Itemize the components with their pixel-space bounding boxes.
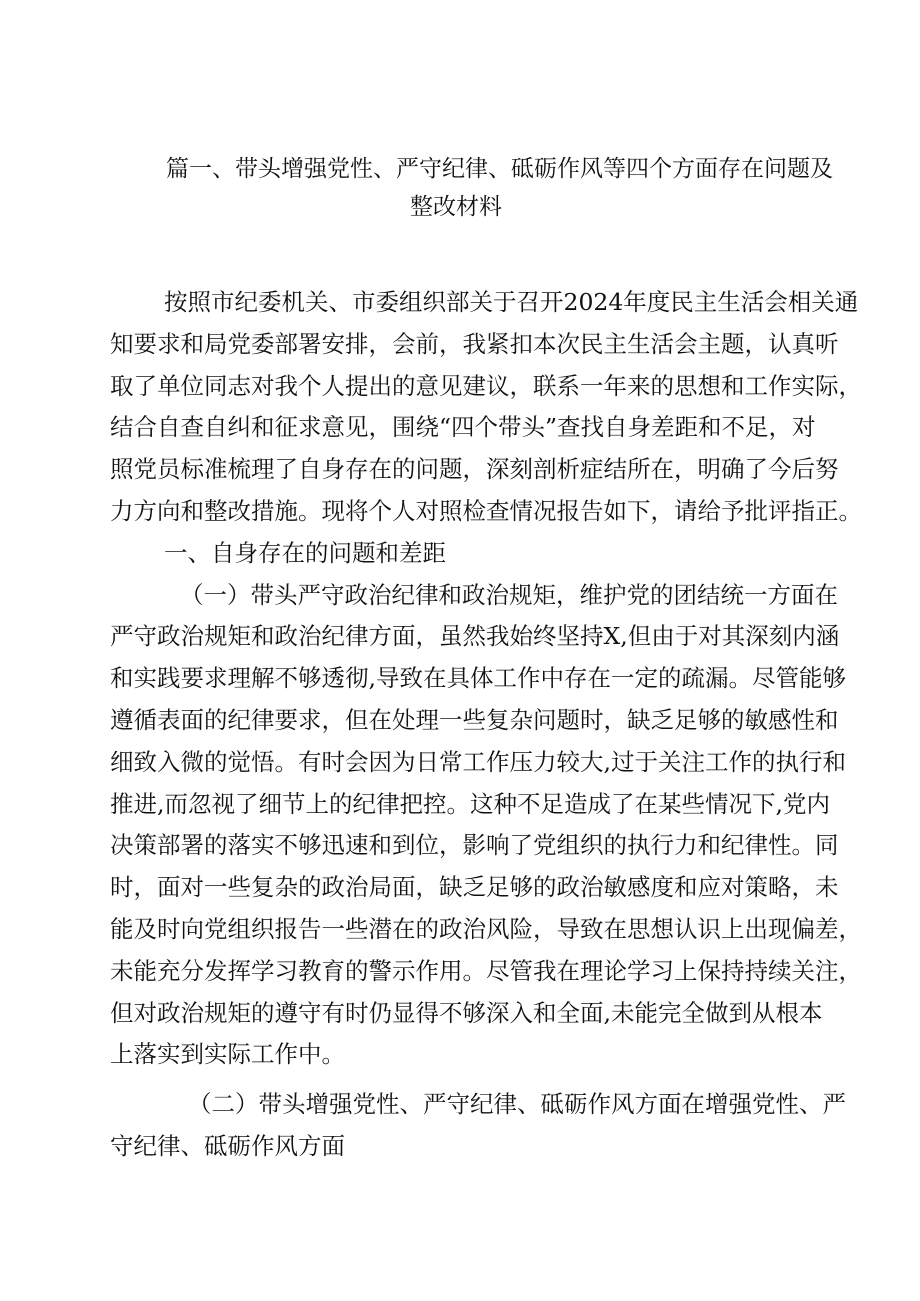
intro-paragraph [110,282,862,533]
paragraph-line: 力方向和整改措施。现将个人对照检查情况报告如下，请给予批评指正。 [110,496,862,525]
paragraph-gap [110,1076,830,1084]
paragraph-line: 严守政治规矩和政治纪律方面，虽然我始终坚持X,但由于对其深刻内涵 [110,622,840,651]
paragraph-line: 未能充分发挥学习教育的警示作用。尽管我在理论学习上保持持续关注， [110,956,862,985]
paragraph-line: （二）带头增强党性、严守纪律、砥砺作风方面在增强党性、严 [188,1090,846,1119]
paragraph-line: 上落实到实际工作中。 [110,1040,345,1069]
title-line-2: 整改材料 [410,194,502,220]
paragraph-line: 结合自查自纠和征求意见，围绕“四个带头”查找自身差距和不足，对 [110,413,816,442]
document-body [110,282,862,1168]
document-title [110,150,870,226]
paragraph-line: 和实践要求理解不够透彻,导致在具体工作中存在一定的疏漏。尽管能够 [110,664,846,693]
party-spirit-paragraph [110,1084,846,1168]
paragraph-line: 取了单位同志对我个人提出的意见建议，联系一年来的思想和工作实际， [110,371,862,400]
section-heading: 一、自身存在的问题和差距 [164,538,446,567]
paragraph-line: 时，面对一些复杂的政治局面，缺乏足够的政治敏感度和应对策略，未 [110,873,839,902]
problems-paragraph [110,575,862,1077]
paragraph-line: 但对政治规矩的遵守有时仍显得不够深入和全面,未能完全做到从根本 [110,998,823,1027]
paragraph-line: 守纪律、砥砺作风方面 [110,1131,345,1160]
paragraph-line: 能及时向党组织报告一些潜在的政治风险，导致在思想认识上出现偏差， [110,914,862,943]
paragraph-line: 照党员标准梳理了自身存在的问题，深刻剖析症结所在，明确了今后努 [110,455,839,484]
paragraph-line: 细致入微的觉悟。有时会因为日常工作压力较大,过于关注工作的执行和 [110,747,846,776]
paragraph-line: 推进,而忽视了细节上的纪律把控。这种不足造成了在某些情况下,党内 [110,789,830,818]
paragraph-line: 知要求和局党委部署安排，会前，我紧扣本次民主生活会主题，认真听 [110,329,839,358]
paragraph-line: 按照市纪委机关、市委组织部关于召开2024年度民主生活会相关通 [164,288,859,316]
paragraph-line: 决策部署的落实不够迅速和到位，影响了党组织的执行力和纪律性。同 [110,831,839,860]
title-line-1: 篇一、带头增强党性、严守纪律、砥砺作风等四个方面存在问题及 [166,156,833,182]
paragraph-line: 遵循表面的纪律要求，但在处理一些复杂问题时，缺乏足够的敏感性和 [110,705,839,734]
paragraph-line: （一）带头严守政治纪律和政治规矩，维护党的团结统一方面在 [180,580,838,609]
